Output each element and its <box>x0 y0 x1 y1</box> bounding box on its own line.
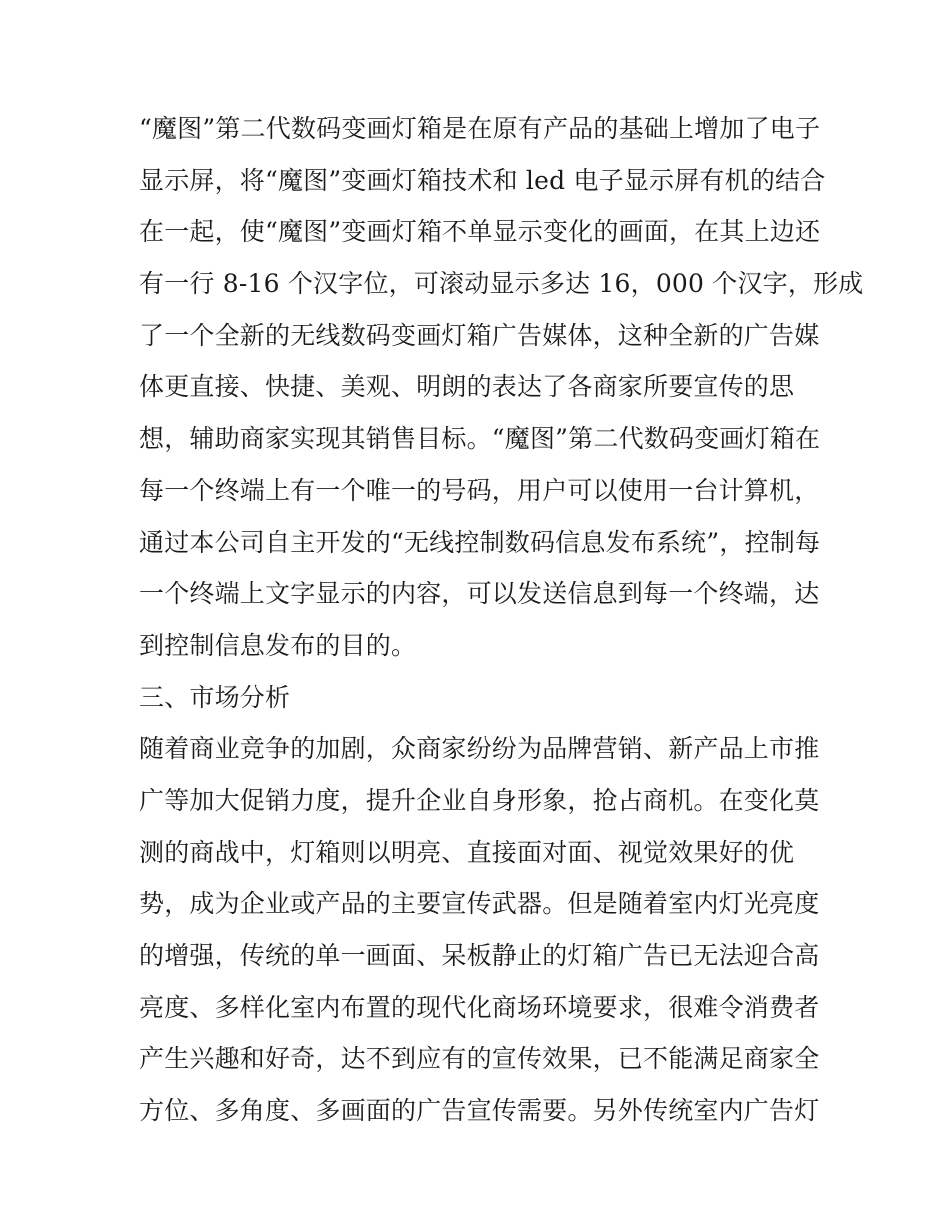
text-line: 通过本公司自主开发的“无线控制数码信息发布系统”，控制每 <box>139 527 821 557</box>
text-line: 显示屏，将“魔图”变画灯箱技术和 led 电子显示屏有机的结合 <box>139 165 826 195</box>
text-line: 方位、多角度、多画面的广告宣传需要。另外传统室内广告灯 <box>139 1096 820 1126</box>
text-line: 体更直接、快捷、美观、明朗的表达了各商家所要宣传的思 <box>139 372 795 402</box>
text-line: 了一个全新的无线数码变画灯箱广告媒体，这种全新的广告媒 <box>139 320 820 350</box>
text-line: 随着商业竞争的加剧，众商家纷纷为品牌营销、新产品上市推 <box>139 734 820 764</box>
text-line: 有一行 8-16 个汉字位，可滚动显示多达 16，000 个汉字，形成 <box>139 269 864 299</box>
text-line: 的增强，传统的单一画面、呆板静止的灯箱广告已无法迎合高 <box>139 941 820 970</box>
text-line: 广等加大促销力度，提升企业自身形象，抢占商机。在变化莫 <box>139 785 820 815</box>
text-line: “魔图”第二代数码变画灯箱是在原有产品的基础上增加了电子 <box>139 114 821 143</box>
text-line: 亮度、多样化室内布置的现代化商场环境要求，很难令消费者 <box>139 992 820 1022</box>
text-line: 想，辅助商家实现其销售目标。“魔图”第二代数码变画灯箱在 <box>139 424 821 454</box>
text-line: 势，成为企业或产品的主要宣传武器。但是随着室内灯光亮度 <box>139 889 820 919</box>
section-heading: 三、市场分析 <box>139 682 291 712</box>
text-line: 一个终端上文字显示的内容，可以发送信息到每一个终端，达 <box>139 579 820 609</box>
text-line: 测的商战中，灯箱则以明亮、直接面对面、视觉效果好的优 <box>139 837 795 867</box>
text-line: 到控制信息发布的目的。 <box>139 630 417 660</box>
text-line: 每一个终端上有一个唯一的号码，用户可以使用一台计算机， <box>139 475 820 505</box>
text-line: 产生兴趣和好奇，达不到应有的宣传效果，已不能满足商家全 <box>139 1044 820 1074</box>
document-body <box>139 108 864 1142</box>
text-line: 在一起，使“魔图”变画灯箱不单显示变化的画面，在其上边还 <box>139 217 821 247</box>
